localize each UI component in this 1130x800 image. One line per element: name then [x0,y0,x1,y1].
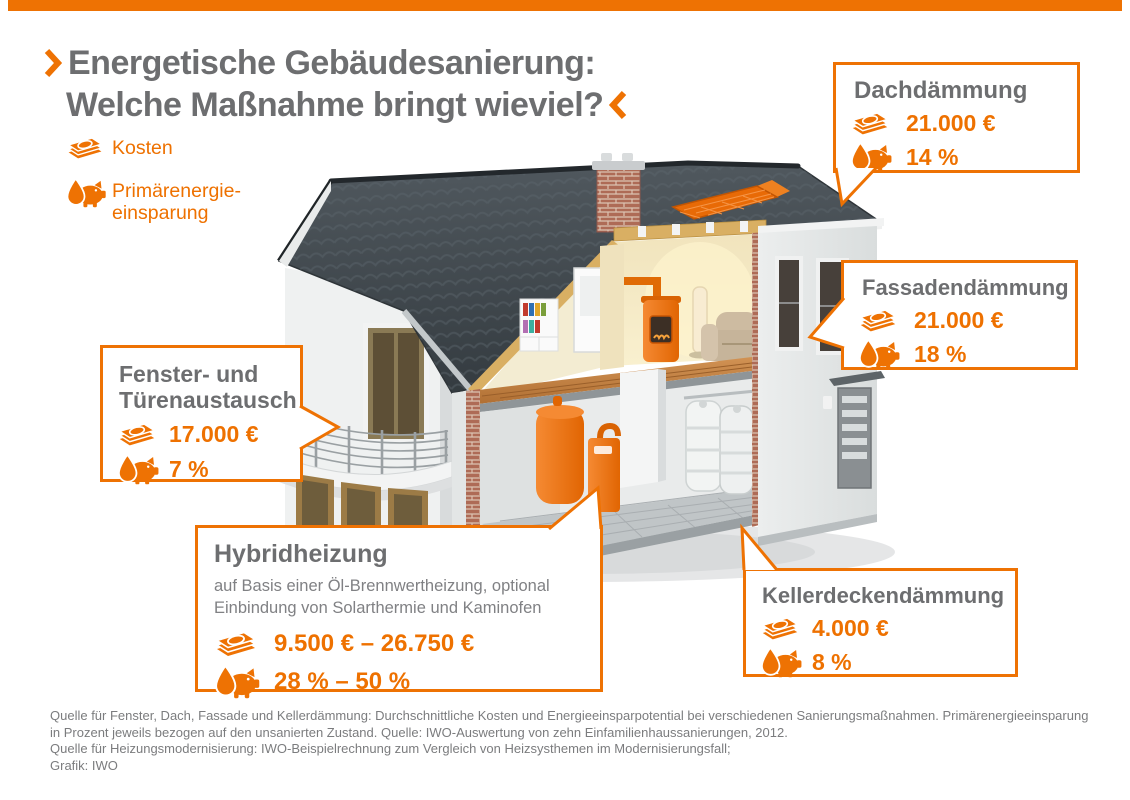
money-stack-icon [117,420,169,449]
bookshelf [520,299,558,351]
legend-cost-label: Kosten [112,137,173,159]
legend-saving-line1: Primärenergie- [112,180,241,202]
cost-row [117,420,286,449]
callout-hybridheizung [195,525,603,695]
source-line4: Grafik: IWO [50,757,118,773]
source-line3: Quelle für Heizungsmodernisierung: IWO-Beispielrechnung zum Vergleich von Heizsysthemen im Modernisierungsfall; [50,741,731,756]
source-line2: in Prozent jeweils bezogen auf den unsanierten Zustand. Quelle: IWO-Auswertung von zehn Einfamilienhaussanierungen, 2012. [50,724,788,740]
front-wall-sliver [452,391,466,546]
saving-row [117,453,286,485]
pellet-stove [641,296,681,362]
legend-saving-row [66,177,241,224]
callout-title-line1: Fenster- und [119,361,259,387]
callout-title: Kellerdeckendämmung [762,583,1005,608]
page-title [44,42,627,126]
legend-saving-label [112,177,241,224]
cost-value: 4.000 € [812,615,889,641]
description-line1: auf Basis einer Öl-Brennwertheizung, optional [214,577,550,595]
legend [66,134,241,234]
callout-title: Hybridheizung [214,540,388,568]
callout-title: Dachdämmung [854,77,1028,104]
oil-tanks-white [684,391,756,494]
money-stack-icon [760,614,812,643]
callout-kellerdeckendaemmung [743,568,1018,677]
cost-row [760,614,1001,643]
drop-piggybank-icon [214,664,274,699]
callout-title: Fassadendämmung [862,275,1069,300]
title-line1: Energetische Gebäudesanierung: [68,44,596,82]
cost-value: 9.500 € – 26.750 € [274,630,475,657]
saving-row [214,664,584,699]
chimney [592,153,645,232]
drop-piggybank-icon [858,338,914,370]
cost-row [858,306,1061,335]
saving-value: 8 % [812,648,852,675]
saving-row [760,646,1001,678]
brick-edge-left [466,389,480,529]
callout-title-line2: Türenaustausch [119,387,297,413]
chevron-open-icon [44,48,62,78]
saving-value: 7 % [169,455,209,482]
money-stack-icon [214,628,274,660]
title-line2: Welche Maßnahme bringt wieviel? [66,86,604,124]
cost-row [850,109,1063,138]
cost-value: 21.000 € [906,110,996,136]
callout-fassadendaemmung [841,260,1078,370]
drop-piggybank-icon [760,646,812,678]
saving-value: 28 % – 50 % [274,667,411,695]
callout-kellerdeckendaemmung-pointer [740,525,782,575]
cost-value: 17.000 € [169,421,259,447]
footer-sources [50,708,1088,774]
description-line2: Einbindung von Solarthermie und Kaminofen [214,599,542,617]
money-stack-icon [850,109,906,138]
callout-dachdaemmung-pointer [830,168,886,212]
saving-value: 18 % [914,340,967,367]
callout-dachdaemmung [833,62,1080,173]
callout-fassadendaemmung-pointer [808,296,848,352]
callout-fensteraustausch-pointer [298,403,342,453]
brand-top-bar [8,0,1122,11]
center-pillar [600,244,624,370]
basement-pillar [620,369,658,488]
money-stack-icon [66,134,112,167]
drop-piggybank-icon [66,177,112,213]
legend-saving-line2: einsparung [112,202,209,224]
saving-value: 14 % [906,143,959,170]
source-line1: Quelle für Fenster, Dach, Fassade und Kellerdämmung: Durchschnittliche Kosten und Energieeinsparpotential bei verschiedenen Sanierungsmaßnahmen. Primärenergieeinsparung [50,708,1089,723]
legend-cost-row [66,134,241,167]
chevron-close-icon [609,90,627,120]
money-stack-icon [858,306,914,335]
doorbell-box [823,396,832,409]
callout-description [214,575,584,619]
cost-row [214,628,584,660]
drop-piggybank-icon [117,453,169,485]
callout-title [119,361,297,413]
callout-fensteraustausch [100,345,303,482]
callout-hybridheizung-pointer [546,485,604,531]
cost-value: 21.000 € [914,307,1004,333]
saving-row [858,338,1061,370]
